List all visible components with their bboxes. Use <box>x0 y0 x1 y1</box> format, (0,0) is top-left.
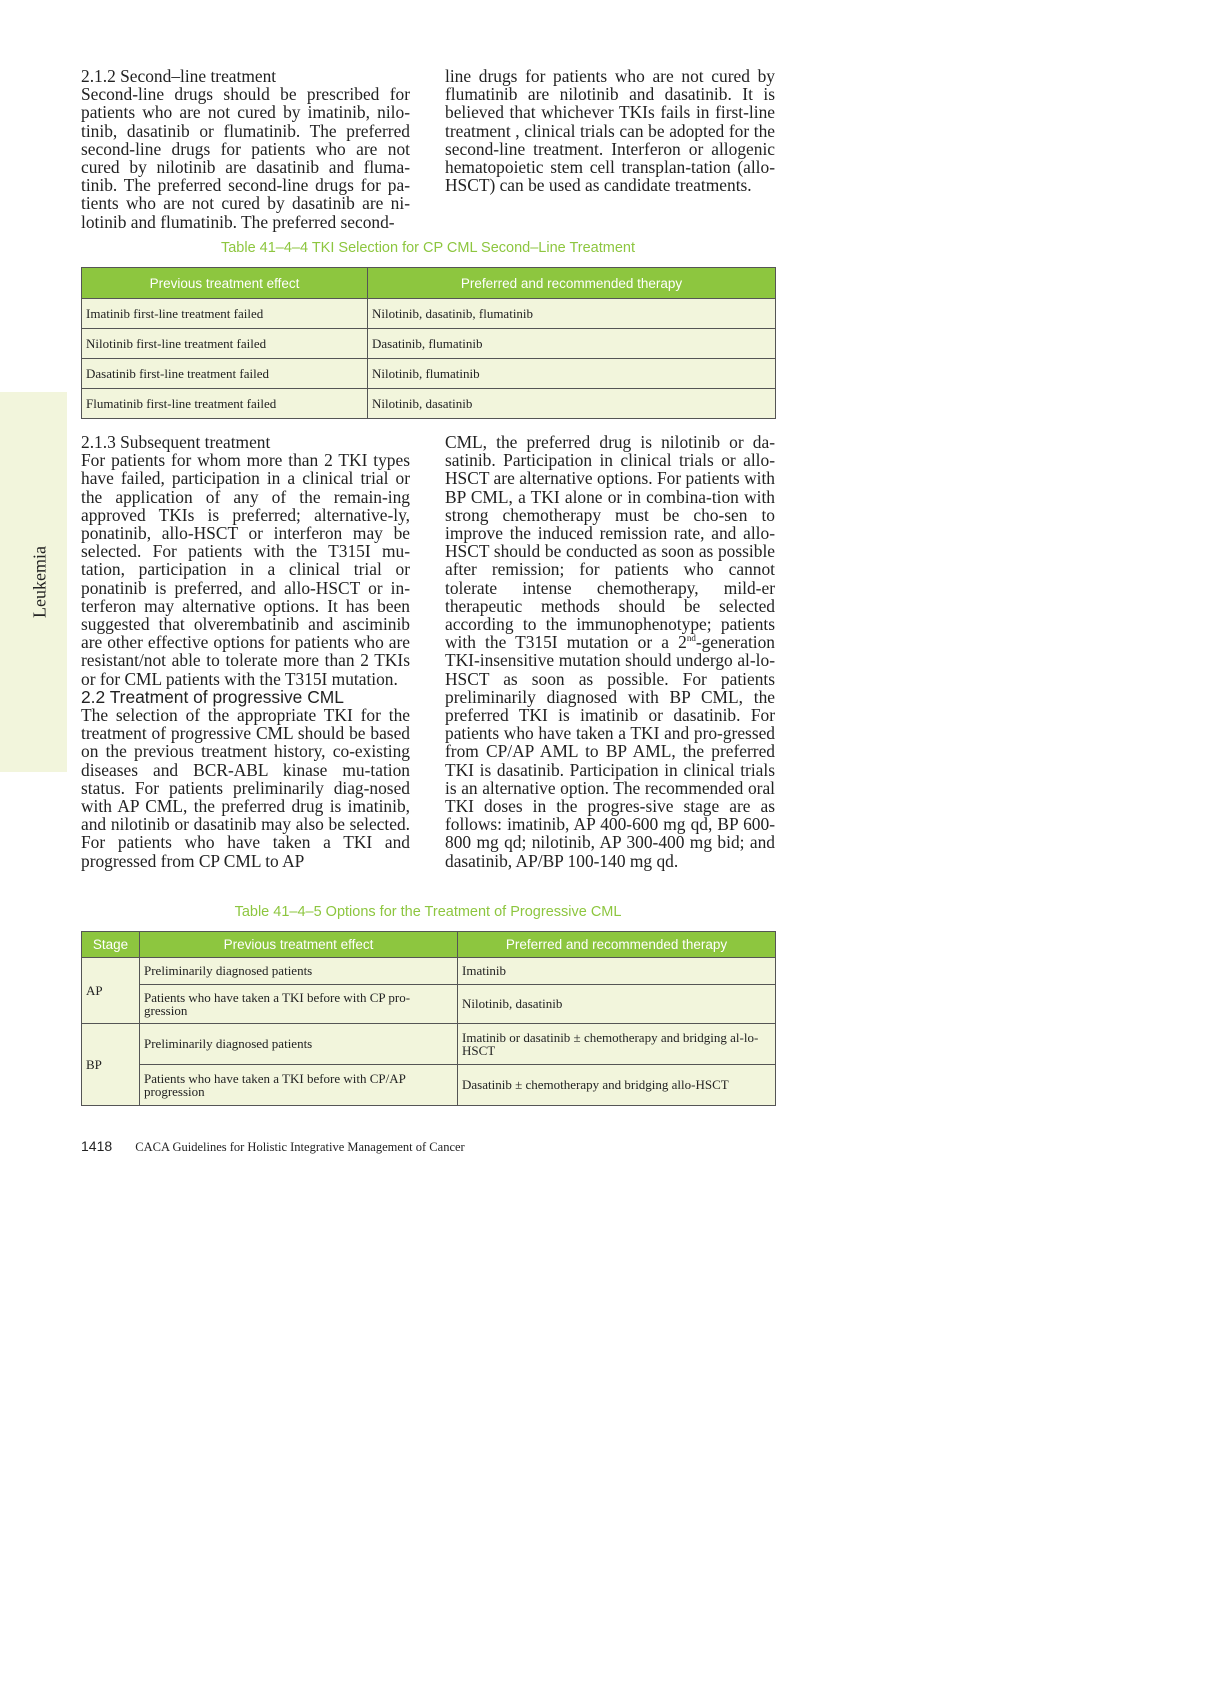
page-footer <box>81 1138 465 1155</box>
table-cell: Preliminarily diagnosed patients <box>140 1024 458 1065</box>
table-2-caption: Table 41–4–5 Options for the Treatment of Progressive CML <box>234 904 622 920</box>
table-cell: Dasatinib ± chemotherapy and bridging allo-HSCT <box>458 1065 776 1106</box>
section-212-text-left: Second-line drugs should be prescribed for patients who are not cured by imatinib, nilo-tinib, dasatinib or flumatinib. The preferred second-line drugs for patients who are not cured by nilotinib are dasatinib and fluma-tinib. The preferred second-line drugs for pa-tients who are not cured by dasatinib are ni-lotinib and flumatinib. The preferred second- <box>81 84 410 232</box>
section-22-text-left: The selection of the appropriate TKI for the treatment of progressive CML should be based on the previous treatment history, co-existing diseases and BCR-ABL kinase mu-tation status. For patients preliminarily diag-nosed with AP CML, the preferred drug is imatinib, and nilotinib or dasatinib may also be selected. For patients who have taken a TKI and progressed from CP CML to AP <box>81 705 410 871</box>
table-cell: Nilotinib, dasatinib <box>458 985 776 1024</box>
page-number: 1418 <box>81 1138 113 1154</box>
table-cell: Dasatinib first-line treatment failed <box>82 359 368 389</box>
table-cell: Flumatinib first-line treatment failed <box>82 389 368 419</box>
section-212-left-column <box>81 67 410 231</box>
section-22-text-right-b: -generation TKI-insensitive mutation should undergo al-lo-HSCT as soon as possible. For patients preliminarily diagnosed with BP CML, the preferred TKI is imatinib or dasatinib. For patients who have taken a TKI and pro-gressed from CP/AP AML to BP AML, the preferred TKI is dasatinib. Participation in clinical trials is an alternative option. The recommended oral TKI doses in the progres-sive stage are as follows: imatinib, AP 400-600 mg qd, BP 600-800 mg qd; nilotinib, AP 300-400 mg bid; and dasatinib, AP/BP 100-140 mg qd. <box>445 632 775 871</box>
table-cell: Imatinib or dasatinib ± chemotherapy and bridging al-lo-HSCT <box>458 1024 776 1065</box>
table-cell: Nilotinib, flumatinib <box>368 359 776 389</box>
section-213-text: For patients for whom more than 2 TKI types have failed, participation in a clinical trial or the application of any of the remain-ing approved TKIs is preferred; alternative-ly, ponatinib, allo-HSCT or interferon may be selected. For patients with the T315I mu-tation, participation in a clinical trial or ponatinib is preferred, and allo-HSCT or in-terferon may alternative options. It has been suggested that olverembatinib and asciminib are other effective options for patients who are resistant/not able to tolerate more than 2 TKIs or for CML patients with the T315I mutation. <box>81 450 410 689</box>
table-1-header-previous: Previous treatment effect <box>82 268 368 299</box>
section-212-text-right: line drugs for patients who are not cured by flumatinib are nilotinib and dasatinib. It is believed that whichever TKIs fails in first-line treatment , clinical trials can be adopted for the second-line treatment. Interferon or allogenic hematopoietic stem cell transplan-tation (allo-HSCT) can be used as candidate treatments. <box>445 66 775 196</box>
table-2-header-stage: Stage <box>82 932 140 958</box>
table-cell: Imatinib first-line treatment failed <box>82 299 368 329</box>
table-2-header-therapy: Preferred and recommended therapy <box>458 932 776 958</box>
section-212-heading: 2.1.2 Second–line treatment <box>81 66 277 86</box>
table-cell: Nilotinib, dasatinib, flumatinib <box>368 299 776 329</box>
table-row <box>82 299 776 329</box>
section-213-22-left-column <box>81 433 410 870</box>
table-cell: Nilotinib first-line treatment failed <box>82 329 368 359</box>
stage-cell-ap: AP <box>82 958 140 1024</box>
table-cell: Dasatinib, flumatinib <box>368 329 776 359</box>
table-row <box>82 1024 776 1065</box>
table-row <box>82 958 776 985</box>
stage-cell-bp: BP <box>82 1024 140 1106</box>
table-cell: Nilotinib, dasatinib <box>368 389 776 419</box>
section-213-heading: 2.1.3 Subsequent treatment <box>81 432 271 452</box>
table-1-header-therapy: Preferred and recommended therapy <box>368 268 776 299</box>
table-cell: Patients who have taken a TKI before with CP pro-gression <box>140 985 458 1024</box>
section-22-text-right <box>445 433 775 870</box>
table-2 <box>81 931 776 1106</box>
side-tab-label: Leukemia <box>29 546 50 618</box>
table-row <box>82 389 776 419</box>
section-22-text-right-a: CML, the preferred drug is nilotinib or da-satinib. Participation in clinical trials or allo-HSCT are alternative options. For patients with BP CML, a TKI alone or in combina-tion with strong chemotherapy must be cho-sen to improve the induced remission rate, and allo-HSCT should be conducted as soon as possible after remission; for patients who cannot tolerate intense chemotherapy, mild-er therapeutic methods should be selected according to the immunophenotype; patients with the T315I mutation or a 2 <box>445 432 775 653</box>
table-cell: Preliminarily diagnosed patients <box>140 958 458 985</box>
section-212-right-column <box>445 67 775 194</box>
footer-title: CACA Guidelines for Holistic Integrative Management of Cancer <box>135 1140 465 1154</box>
table-row <box>82 1065 776 1106</box>
table-row <box>82 359 776 389</box>
table-1 <box>81 267 776 419</box>
section-22-right-column <box>445 433 775 870</box>
section-22-heading: 2.2 Treatment of progressive CML <box>81 686 344 707</box>
table-cell: Imatinib <box>458 958 776 985</box>
table-cell: Patients who have taken a TKI before with CP/AP progression <box>140 1065 458 1106</box>
table-2-header-previous: Previous treatment effect <box>140 932 458 958</box>
table-row <box>82 329 776 359</box>
superscript-nd: nd <box>686 633 696 644</box>
table-1-caption: Table 41–4–4 TKI Selection for CP CML Second–Line Treatment <box>220 240 636 256</box>
table-row <box>82 985 776 1024</box>
